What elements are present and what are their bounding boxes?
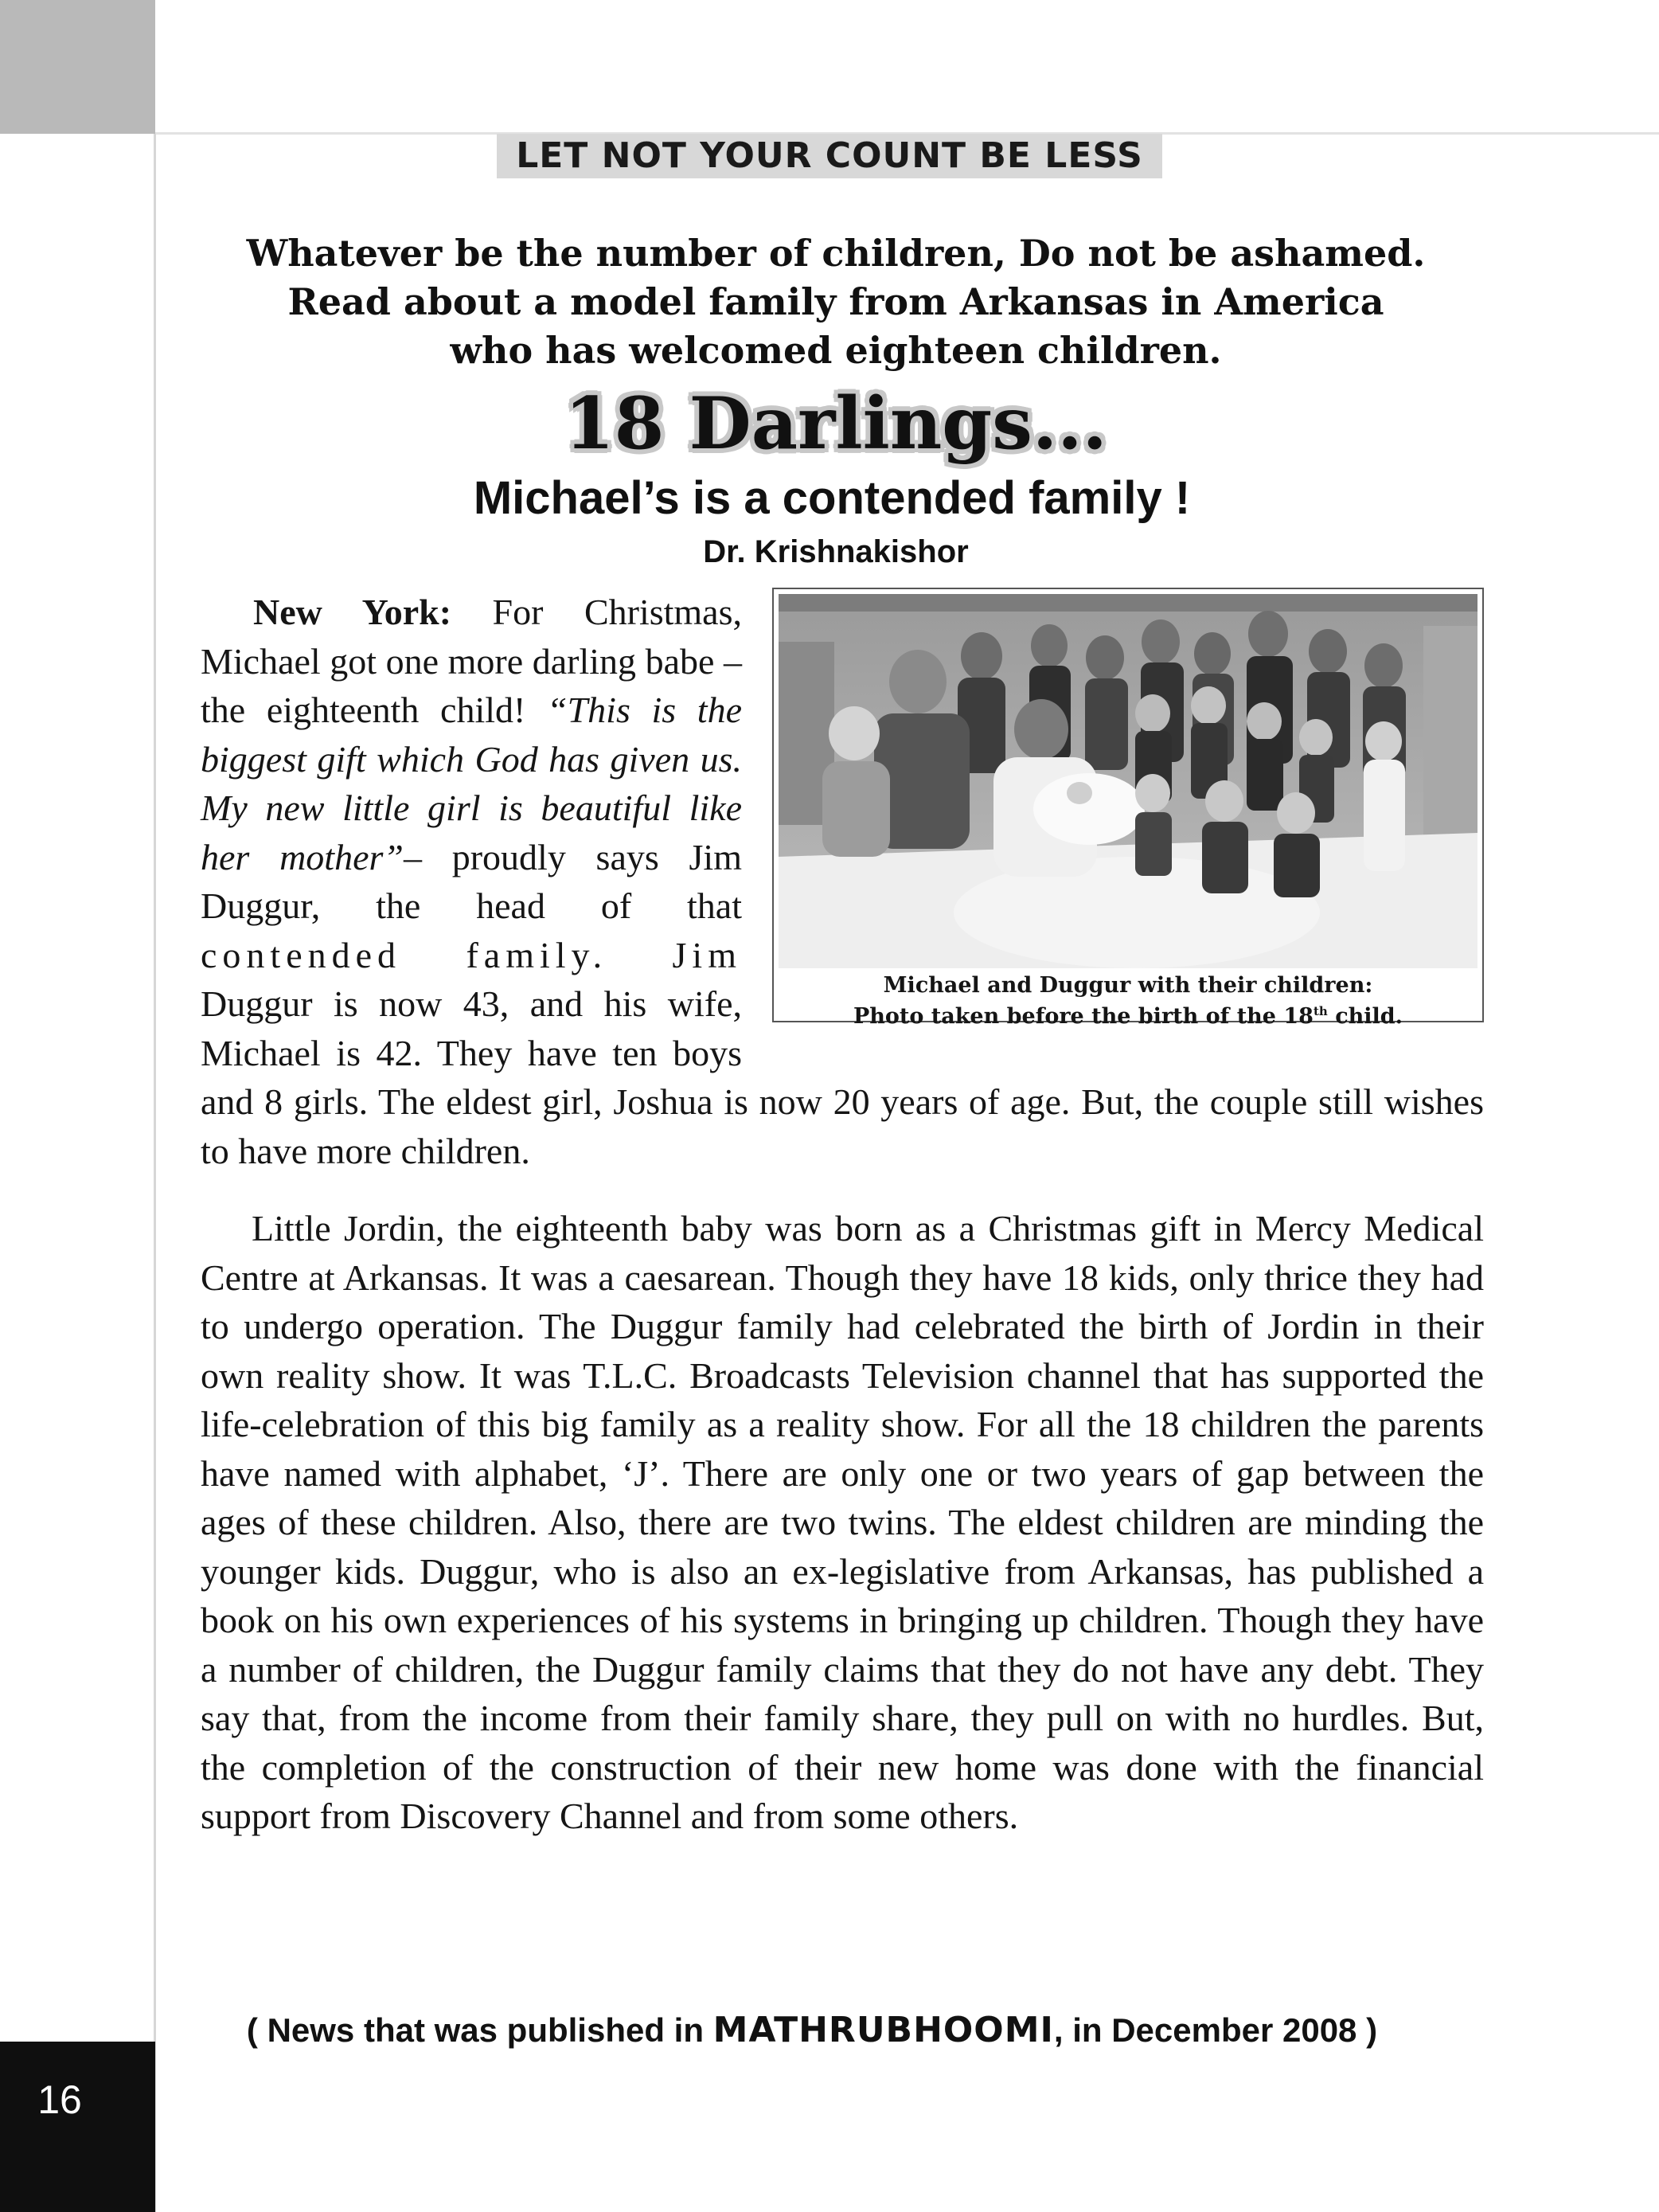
publication-name: MATHRUBHOOMI xyxy=(712,2010,1054,2050)
dateline: New York: xyxy=(253,592,452,632)
photo-caption xyxy=(774,973,1482,1030)
left-margin-divider xyxy=(154,134,156,2212)
source-note xyxy=(159,2008,1465,2053)
family-photo-image xyxy=(779,594,1477,968)
paragraph-1-part-b: – proudly says Jim Duggur, the head of that xyxy=(201,836,742,926)
quote: “This is the biggest gift which God has given us. My new little girl is beautiful like her mother” xyxy=(201,690,742,877)
page-number: 16 xyxy=(37,2077,82,2122)
article-body xyxy=(201,588,1484,1841)
intro-line-2: Read about a model family from Arkansas in America xyxy=(287,280,1384,323)
paragraph-1-part-a: For Christmas, Michael got one more darling babe – the eighteenth child! xyxy=(201,592,742,730)
page-number-box xyxy=(0,2042,155,2212)
caption-line-1: Michael and Duggur with their children: xyxy=(883,973,1373,998)
caption-line-2 xyxy=(774,999,1482,1030)
article-paragraph-2: Little Jordin, the eighteenth baby was born as a Christmas gift in Mercy Medical Centre at Arkansas. It was a caesarean. Though they have 18 kids, only thrice they had to undergo operation. The Duggur family had celebrated the birth of Jordin in their own reality show. It was T.L.C. Broadcasts Television channel that has supported the life-celebration of this big family as a reality show. For all the 18 children the parents have named with alphabet, ‘J’. There are only one or two years of gap between the ages of these children. Also, there are two twins. The eldest children are minding the younger kids. Duggur, who is also an ex-legislative from Arkansas, has published a book on his own experiences of his systems in bringing up children. Though they have a number of children, the Duggur family claims that they do not have any debt. They say that, from the income from their family share, they pull on with no hurdles. But, the completion of the construction of their new home was done with the financial support from Discovery Channel and from some others. xyxy=(201,1208,1484,1836)
paragraph-1-spaced-text: contended family. Jim xyxy=(201,934,742,975)
caption-ordinal-suffix: th xyxy=(1313,1004,1328,1018)
caption-line-2-text: Photo taken before the birth of the 18 xyxy=(853,1004,1314,1029)
source-note-prefix: ( News that was published in xyxy=(246,2011,713,2049)
corner-gray-block xyxy=(0,0,155,134)
family-photo xyxy=(779,594,1477,968)
intro-line-1: Whatever be the number of children, Do not be ashamed. xyxy=(246,232,1426,275)
intro-line-3: who has welcomed eighteen children. xyxy=(450,329,1222,372)
byline: Dr. Krishnakishor xyxy=(703,534,969,569)
paragraph-1-part-c: Duggur is now 43, and his wife, Michael is 42. They have ten boys and 8 girls. The eldest girl, Joshua is now 20 years of age. But, the couple still wishes to have more children. xyxy=(201,983,1484,1171)
caption-line-2-end: child. xyxy=(1327,1004,1403,1029)
intro-text xyxy=(191,229,1481,375)
source-note-suffix: , in December 2008 ) xyxy=(1053,2011,1378,2049)
headline: 18 Darlings... xyxy=(564,381,1107,466)
family-photo-figure xyxy=(772,588,1484,1029)
section-header: LET NOT YOUR COUNT BE LESS xyxy=(497,134,1162,178)
subheadline: Michael’s is a contended family ! xyxy=(473,472,1191,524)
